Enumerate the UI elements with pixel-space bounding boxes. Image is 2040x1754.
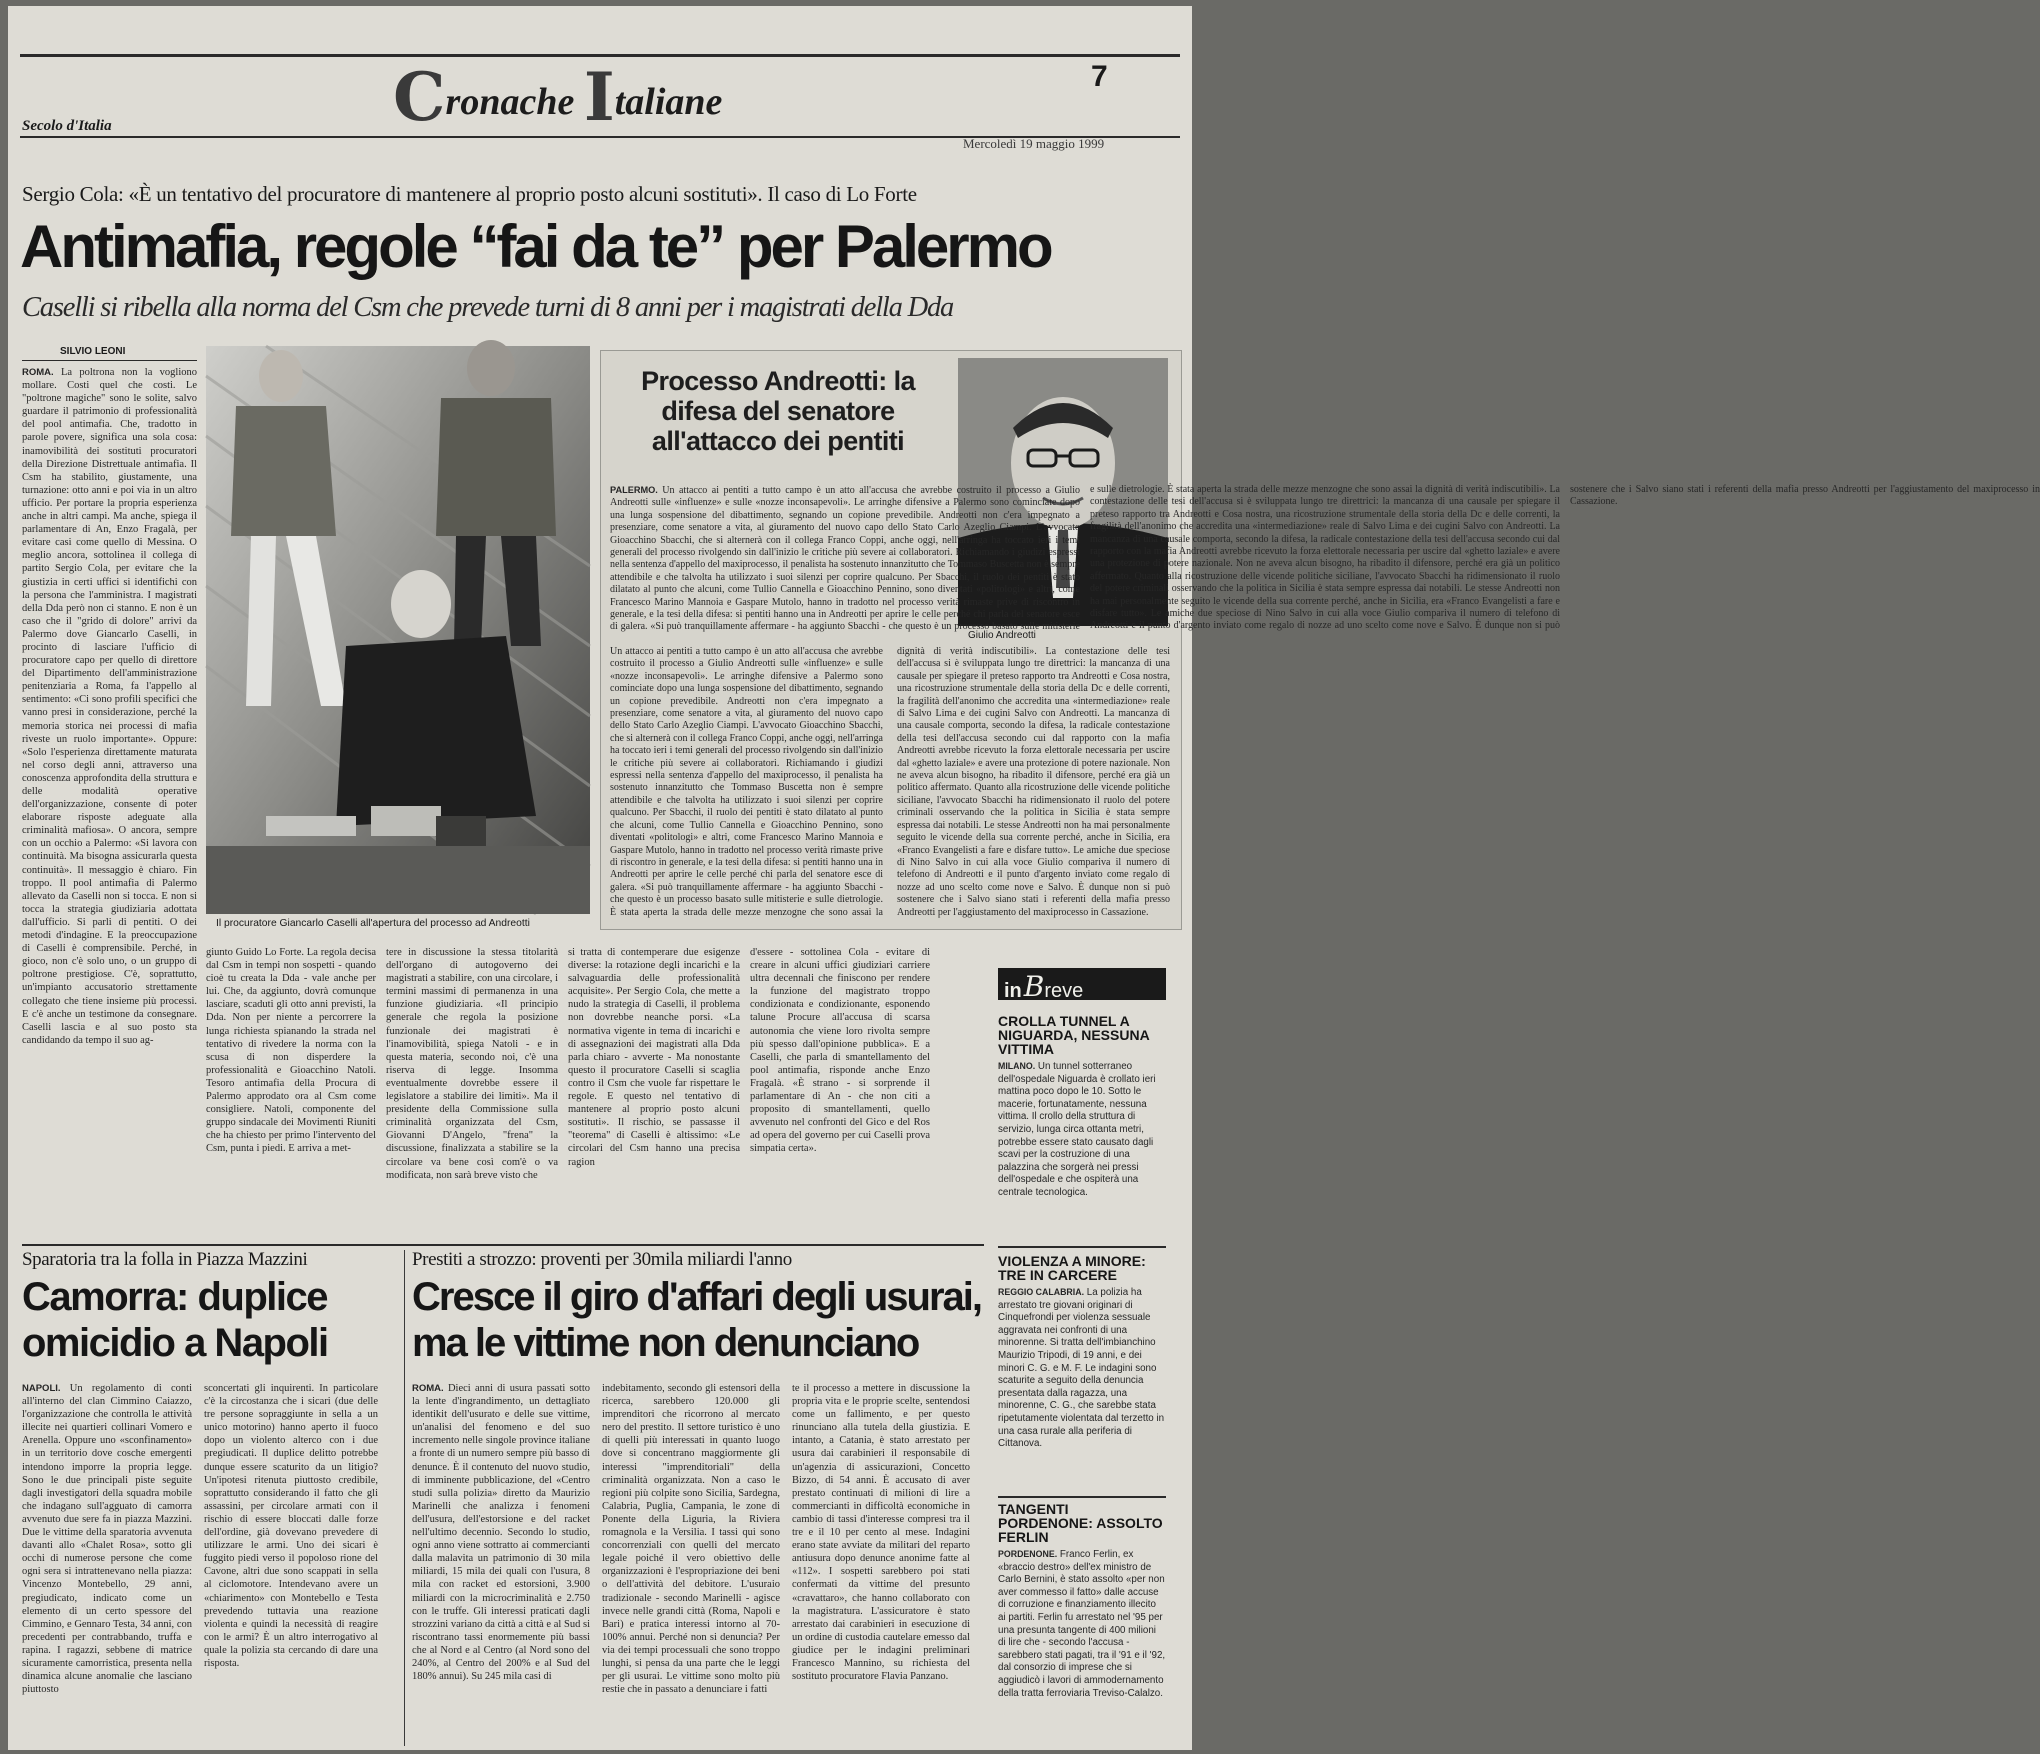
caselli-photo-caption: Il procuratore Giancarlo Caselli all'apertura del processo ad Andreotti (216, 918, 530, 929)
camorra-column-1-text: Un regolamento di conti all'interno del clan Cimmino Caiazzo, l'organizzazione che controlla le attività illecite nei quartieri collinari Vomero e Arenella. Oppure uno «sconfinamento» in un territorio dove cosche emergenti intendono imporre la propria legge. Sono le due principali piste seguite dagli investigatori della squadra mobile che indagano sull'agguato di camorra avvenuto due sere fa in piazza Mazzini. Due le vittime della sparatoria avvenuta davanti allo «Chalet Rosa», sotto gli occhi di numerose persone che come ogni sera si intrattenevano nella piazza: Vincenzo Montebello, 29 anni, pregiudicato, indicato come un elemento di un certo spessore del Cimmino, e Gennaro Testa, 34 anni, con precedenti per contrabbando, truffa e rapina. I ragazzi, sebbene di matrice sicuramente camorristica, presenta nella dinamica alcune anomalie che lasciano piuttosto (22, 1383, 192, 1696)
caselli-photo-image (206, 346, 590, 914)
camorra-kicker: Sparatoria tra la folla in Piazza Mazzini (22, 1249, 308, 1270)
brief-divider-1 (998, 1246, 1166, 1248)
usurai-kicker: Prestiti a strozzo: proventi per 30mila miliardi l'anno (412, 1249, 792, 1270)
section-title-part1: ronache (445, 81, 584, 123)
brief-tunnel-dateline: MILANO. (998, 1061, 1036, 1071)
lead-column-5 (750, 946, 930, 1238)
usurai-dateline: ROMA. (412, 1383, 444, 1394)
brief-tangenti (998, 1502, 1166, 1750)
brief-tunnel-title: CROLLA TUNNEL A NIGUARDA, NESSUNA VITTIMA (998, 1013, 1150, 1057)
camorra-column-2 (204, 1382, 378, 1746)
brief-violenza-dateline: REGGIO CALABRIA. (998, 1287, 1085, 1297)
page-number: 7 (1091, 60, 1108, 93)
lead-headline: Antimafia, regole “fai da te” per Palermo (20, 213, 1051, 280)
andreotti-text: Un attacco ai pentiti a tutto campo è un atto all'accusa che avrebbe costruito il processo a Giulio Andreotti sulle «influenze» e sulle «nozze inconsapevoli». Le arringhe difensive a Palermo sono cominciate dopo una lunga sospensione del dibattimento, segnando un copione prevedibile. Andreotti non c'era impegnato a presenziare, come senatore a vita, al giuramento del nuovo capo dello Stato Carlo Azeglio Ciampi. L'avvocato Gioacchino Sbacchi, che si alternerà con il collega Franco Coppi, anche oggi, nell'arringa ha toccato ieri i temi generali del processo rivolgendo sin dall'inizio le critiche più severe ai collaboratori. Richiamando i giudizi espressi nella sentenza d'appello del maxiprocesso, il penalista ha sostenuto innanzitutto che Tommaso Buscetta non è sempre attendibile e che talvolta ha utilizzato i suoi silenzi per coprire qualcuno. Per Sbacchi, il ruolo dei pentiti è stato dilatato al punto che alcuni, come Tullio Cannella e Gioacchino Pennino, sono diventati «politologi» e altri, come Francesco Marino Mannoia e Gaspare Mutolo, hanno in tradotto nel processo verità rimaste prive di riscontro in generale, e la tesi della difesa: si pentiti hanno una in Andreotti per aprire le celle perché chi parla del senatore esce di galera. «Si può tranquillamente affermare - ha aggiunto Sbacchi - che questo è un processo basato sulle mitisterie e sulle dietrologie. È stata aperta la strada delle mezze menzogne che sono assai la dignità di verità indiscutibili». La contestazione delle tesi dell'accusa si è sviluppata lungo tre direttrici: la mancanza di una causale per spiegare il preteso rapporto tra Andreotti e Cosa nostra, una ricostruzione strumentale della storia della Dc e delle correnti, la fragilità dell'anonimo che accredita una «intermediazione» reale di Salvo Lima e dei cugini Salvo con Andreotti. La mancanza di una causale comporta, secondo la difesa, la radicale contestazione della tesi dell'accusa secondo cui dal rapporto con la mafia Andreotti avrebbe ricevuto la forza elettorale necessaria per uscire dal «ghetto laziale» e avere una protezione di potere nazionale. Non ne aveva alcun bisogno, ha ribadito il difensore, perché era già un politico affermato. Quanto alla ricostruzione delle vicende politiche siciliane, l'avvocato Sbacchi ha ridimensionato il ruolo del potere criminali osservando che la politica in Sicilia è stata sempre espressa dai notabili. Le stesse Andreotti non ha mai personalmente seguito le vicende della sua corrente perché, anche in Sicilia, era «Franco Evangelisti a fare e disfare tutto». Le amiche due speciose di Nino Salvo in cui alla voce Giulio compariva il numero di telefono di Andreotti e il punto d'argento inviato come regalo di nozze ad uno scelto come nove e Salvo. È dunque non si può sostenere che i Salvo siano stati i referenti della mafia presso Andreotti per l'aggiustamento del maxiprocesso in Cassazione. (610, 484, 2040, 633)
lead-column-4-text: si tratta di contemperare due esigenze diverse: la rotazione degli incarichi e la salvaguardia delle professionalità acquisite». Per Sergio Cola, che mette a nudo la strategia di Caselli, il problema non dovrebbe neanche porsi. «La normativa vigente in tema di incarichi e di assegnazioni dei magistrati alla Dda parla chiaro - avverte - Ma nonostante questo il procuratore Caselli si scaglia contro il Csm che vuole far rispettare le regole. E questo nel tentativo di mantenere al proprio posto alcuni sostituti». Il rischio, se passasse il "teorema" di Caselli è altissimo: «Le circolari del Csm hanno una precisa ragion (568, 947, 740, 1168)
lead-column-5-text: d'essere - sottolinea Cola - evitare di creare in alcuni uffici giudiziari carriere ultra decennali che finiscono per rendere la funzione del magistrato troppo condizionata e condizionante, esponendo talune Procure all'accusa di scarsa autonomia che viene loro rivolta sempre più spesso dall'opinione pubblica». E a Caselli, che parla di smantellamento del pool antimafia, risponde anche Enzo Fragalà. «È strano - si sorprende il parlamentare di An - che non citi a proposito di smantellamenti, quello avvenuto nel confronti del Gico e del Ros ad opera del governo per cui Caselli prova simpatia certa». (750, 947, 930, 1155)
newspaper-name: Secolo d'Italia (22, 118, 112, 134)
issue-date: Mercoledì 19 maggio 1999 (963, 136, 1105, 151)
section-title-part2: taliane (614, 81, 723, 123)
lead-column-1 (22, 366, 198, 1046)
lead-dateline: ROMA. (22, 367, 54, 378)
brief-tangenti-dateline: PORDENONE. (998, 1549, 1058, 1559)
usurai-column-3 (792, 1382, 970, 1746)
camorra-dateline: NAPOLI. (22, 1383, 61, 1394)
in-breve-header (998, 968, 1166, 1003)
column-divider (404, 1250, 405, 1746)
lead-subhead: Caselli si ribella alla norma del Csm che prevede turni di 8 anni per i magistrati della Dda (22, 292, 954, 323)
brief-violenza (998, 1254, 1166, 1494)
andreotti-headline: Processo Andreotti: la difesa del senatore all'attacco dei pentiti (641, 366, 915, 456)
brief-divider-2 (998, 1496, 1166, 1498)
lead-column-2 (206, 946, 376, 1238)
lead-column-1-text: La poltrona non la vogliono mollare. Costi quel che costi. Le "poltrone magiche" sono le solite, salvo guardare il patrimonio di professionalità del pool antimafia. Che, tradotto in parole povere, significa una sola cosa: inamovibilità dei sostituti procuratori della Direzione Distrettuale antimafia. Il Csm ha stabilito, giustamente, una turnazione: otto anni e poi via in un altro ufficio. Per portare la propria esperienza anche in altri campi. Ma anche, spiega il parlamentare di An, Enzo Fragalà, per evitare casi come quello di Messina. O meglio ancora, sottolinea il collega di partito Sergio Cola, per evitare che la giustizia in certi uffici si identifichi con la persona che l'amministra. I magistrati della Dda però non ci stanno. E non è un caso che il "grido di dolore" arrivi da Palermo dove Giancarlo Caselli, in procinto di lasciare l'ufficio di procuratore capo per quello di direttore del Dipartimento dell'amministrazione penitenziaria a Roma, fa l'appello al sentimento: «Ci sono profili specifici che vanno presi in considerazione, perché la memoria storica nei processi di mafia riveste un ruolo importante». Oppure: «Solo l'esperienza direttamente maturata nel corso degli anni, attraverso una conoscenza approfondita della struttura e delle modalità operative dell'organizzazione, consente di poter elaborare risposte adeguate alla criminalità mafiosa». O ancora, sempre con un occhio a Palermo: «Si lavora con continuità. Ma bisogna assicurarla questa continuità». Il messaggio è chiaro. Fin troppo. Il pool antimafia di Palermo allevato da Caselli non si tocca. E non si tocca la strategia giudiziaria adottata dall'ufficio. Si parli di pentiti. O dei metodi d'indagine. E la preoccupazione di Caselli è comprensibile. Perché, in gioco, non c'è solo uno, o un gruppo di poltrone prestigiose. C'è, soprattutto, un'impianto accusatorio strettamente collegato che tiene insieme più processi. E c'è anche un testimone da consegnare. Caselli lascia e al suo posto sta candidando da tempo il suo ag- (22, 367, 198, 1046)
camorra-column-1 (22, 1382, 192, 1746)
usurai-headline: Cresce il giro d'affari degli usurai, ma le vittime non denunciano (412, 1275, 982, 1365)
usurai-column-1 (412, 1382, 590, 1746)
byline-rule (22, 360, 197, 361)
brief-tangenti-text: Franco Ferlin, ex «braccio destro» dell'ex ministro de Carlo Bernini, è stato assolto «per non aver commesso il fatto» dalle accuse di corruzione e finanziamento illecito ai partiti. Ferlin fu arrestato nel '95 per una presunta tangente di 400 milioni di lire che - secondo l'accusa - sarebbero stati pagati, tra il '91 e il '92, dal consorzio di imprese che si aggiudicò i lavori di ammodernamento della tratta ferroviaria Treviso-Calalzo. (998, 1549, 1166, 1699)
usurai-column-2 (602, 1382, 780, 1746)
andreotti-text-continued: Un attacco ai pentiti a tutto campo è un atto all'accusa che avrebbe costruito il processo a Giulio Andreotti sulle «influenze» e sulle «nozze inconsapevoli». Le arringhe difensive a Palermo sono cominciate dopo una lunga sospensione del dibattimento, segnando un copione prevedibile. Andreotti non c'era impegnato a presenziare, come senatore a vita, al giuramento del nuovo capo dello Stato Carlo Azeglio Ciampi. L'avvocato Gioacchino Sbacchi, che si alternerà con il collega Franco Coppi, anche oggi, nell'arringa ha toccato ieri i temi generali del processo rivolgendo sin dall'inizio le critiche più severe ai collaboratori. Richiamando i giudizi espressi nella sentenza d'appello del maxiprocesso, il penalista ha sostenuto innanzitutto che Tommaso Buscetta non è sempre attendibile e che talvolta ha utilizzato i suoi silenzi per coprire qualcuno. Per Sbacchi, il ruolo dei pentiti è stato dilatato al punto che alcuni, come Tullio Cannella e Gioacchino Pennino, sono diventati «politologi» e altri, come Francesco Marino Mannoia e Gaspare Mutolo, hanno in tradotto nel processo verità rimaste prive di riscontro in generale, e la tesi della difesa: si pentiti hanno una in Andreotti per aprire le celle perché chi parla del senatore esce di galera. «Si può tranquillamente affermare - ha aggiunto Sbacchi - che questo è un processo basato sulle mitisterie e sulle dietrologie. È stata aperta la strada delle mezze menzogne che sono assai la dignità di verità indiscutibili». La contestazione delle tesi dell'accusa si è sviluppata lungo tre direttrici: la mancanza di una causale per spiegare il preteso rapporto tra Andreotti e Cosa nostra, una ricostruzione strumentale della storia della Dc e delle correnti, la fragilità dell'anonimo che accredita una «intermediazione» reale di Salvo Lima e dei cugini Salvo con Andreotti. La mancanza di una causale comporta, secondo la difesa, la radicale contestazione della tesi dell'accusa secondo cui dal rapporto con la mafia Andreotti avrebbe ricevuto la forza elettorale necessaria per uscire dal «ghetto laziale» e avere una protezione di potere nazionale. Non ne aveva alcun bisogno, ha ribadito il difensore, perché era già un politico affermato. Quanto alla ricostruzione delle vicende politiche siciliane, l'avvocato Sbacchi ha ridimensionato il ruolo del potere criminali osservando che la politica in Sicilia è stata sempre espressa dai notabili. Le stesse Andreotti non ha mai personalmente seguito le vicende della sua corrente perché, anche in Sicilia, era «Franco Evangelisti a fare e disfare tutto». Le amiche due speciose di Nino Salvo in cui alla voce Giulio compariva il numero di telefono di Andreotti e il punto d'argento inviato come regalo di nozze ad uno scelto come nove e Salvo. È dunque non si può sostenere che i Salvo siano stati i referenti della mafia presso Andreotti per l'aggiustamento del maxiprocesso in Cassazione. (610, 646, 1170, 918)
section-title-initial-i: I (583, 58, 615, 136)
andreotti-photo-caption: Giulio Andreotti (968, 630, 1036, 641)
in-breve-label-rest: reve (1044, 980, 1084, 1002)
brief-tunnel-text: Un tunnel sotterraneo dell'ospedale Niguarda è crollato ieri mattina poco dopo le 10. Sotto le macerie, fortunatamente, nessuna vittima. Il crollo della struttura di servizio, lunga circa ottanta metri, potrebbe essere stato causato dagli scavi per la costruzione di una palazzina che sorgerà nei pressi dell'ospedale e che ospiterà una centrale tecnologica. (998, 1061, 1156, 1198)
lead-kicker: Sergio Cola: «È un tentativo del procuratore di mantenere al proprio posto alcuni sostituti». Il caso di Lo Forte (22, 182, 917, 206)
brief-tangenti-title: TANGENTI PORDENONE: ASSOLTO FERLIN (998, 1501, 1163, 1545)
usurai-column-1-text: Dieci anni di usura passati sotto la lente d'ingrandimento, un dettagliato identikit dell'usurato e delle sue vittime, un'analisi del fenomeno e del suo incremento nelle singole province italiane a fronte di un numero sempre più basso di denunce. È il contenuto del nuovo studio, di imminente pubblicazione, del «Centro studi sulla polizia» diretto da Maurizio Marinelli che analizza i fenomeni dell'usura, dell'estorsione e del racket nell'ultimo decennio. Secondo lo studio, ogni anno viene sottratto ai commercianti dalla malavita un patrimonio di 30 mila miliardi, 15 mila dei quali con l'usura, 8 mila con racket ed estorsioni, 3.900 miliardi con la microcriminalità e 2.750 con le truffe. Gli interessi praticati dagli strozzini variano da città a città e al Sud si riscontrano tassi enormemente più bassi che al Nord e al Centro (al Nord sono del 240%, al Centro del 200% e al Sud del 180% annui). Su 245 mila casi di (412, 1383, 590, 1683)
newspaper-page (8, 6, 2040, 1750)
brief-violenza-text: La polizia ha arrestato tre giovani originari di Cinquefrondi per violenza sessuale aggravata nei confronti di una minorenne. Si tratta dell'imbianchino Maurizio Tripodi, di 19 anni, e dei minori C. G. e M. F. Le indagini sono scaturite a seguito della denuncia presentata dalla ragazza, una minorenne, C. G., che sarebbe stata ripetutamente violentata dal terzetto in una casa rurale alla periferia di Cittanova. (998, 1287, 1165, 1450)
lead-column-4 (568, 946, 740, 1238)
lead-column-3 (386, 946, 558, 1238)
usurai-column-3-text: te il processo a mettere in discussione la propria vita e le proprie scelte, sentendosi come un fallimento, e per questo rinunciano alla tutela della giustizia. E intanto, a Catania, è stato arrestato per usura dai carabinieri il responsabile di un'agenzia di assicurazioni, Concetto Bizzo, di 54 anni. È accusato di aver prestato continuati di milioni di lire a commercianti in difficoltà economiche in cambio di tassi d'interesse compresi tra il tre e il 10 per cento al mese. Indagini erano state avviate da militari del reparto antiusura dopo denunce anonime fatte al «112». I sospetti sarebbero poi stati confermati da vittime del presunto «cravattaro», che hanno collaborato con la magistratura. L'assicuratore è stato arrestato dai carabinieri in esecuzione di un ordine di custodia cautelare emesso dal giudice per le indagini preliminari Francesco Mannino, su richiesta del sostituto procuratore Flavia Panzano. (792, 1383, 970, 1683)
usurai-column-2-text: indebitamento, secondo gli estensori della ricerca, sarebbero 120.000 gli imprenditori che ricorrono al mercato nero del prestito. Il settore turistico è uno di quelli più interessati in quanto luogo dove si concentrano maggiormente gli interessi "imprenditoriali" della criminalità organizzata. Non a caso le regioni più colpite sono Sicilia, Sardegna, Calabria, Puglia, Campania, le zone di Ponente della Liguria, la Riviera romagnola e la Versilia. I tassi qui sono concorrenziali con quelli del mercato legale poiché il vero obiettivo delle organizzazioni è l'espropriazione dei beni o dell'attività del debitore. L'usuraio tradizionale - secondo Marinelli - agisce invece nelle grandi città (Roma, Napoli e Bari) e pratica interessi intorno al 70-100% annui. Perché non si denuncia? Per via dei tempi processuali che sono troppo lunghi, si pensa da una parte che le leggi per gli usurai. Le vittime sono molto più restie che in passato a denunciare i fatti (602, 1383, 780, 1696)
lead-byline: SILVIO LEONI (60, 346, 126, 357)
camorra-headline: Camorra: duplice omicidio a Napoli (22, 1275, 328, 1365)
in-breve-label-b: B (1023, 970, 1045, 1003)
brief-tunnel (998, 1014, 1166, 1244)
andreotti-text-top (610, 484, 2040, 644)
lead-column-2-text: giunto Guido Lo Forte. La regola decisa dal Csm in tempi non sospetti - quando cioè tu creata la Dda - vale anche per lui. Che, da aggiunto, dovrà comunque lasciare, scaduti gli otto anni previsti, la Dda. Non per niente a percorrere la lunga richiesta spianando la strada nel tentativo di rivedere la norma con la scusa di non disperdere la professionalità e Gioacchino Natoli. Tesoro antimafia della Procura di Palermo approdato ora al Csm come consigliere. Natoli, componente del gruppo sindacale dei Movimenti Riuniti che ha chiesto per primo l'intervento del Csm, punta i piedi. E arriva a met- (206, 947, 376, 1155)
andreotti-dateline: PALERMO. (610, 485, 658, 495)
in-breve-label-in: in (1004, 980, 1022, 1002)
caselli-photo (206, 346, 590, 914)
brief-violenza-title: VIOLENZA A MINORE: TRE IN CARCERE (998, 1253, 1146, 1283)
section-title (393, 52, 813, 136)
bottom-section-rule (22, 1244, 984, 1246)
lead-column-3-text: tere in discussione la stessa titolarità dell'organo di autogoverno dei magistrati a stabilire, con una circolare, i termini massimi di permanenza in una funzione giudiziaria. «Il principio generale che regola la posizione funzionale dei magistrati è l'inamovibilità, spiega Natoli - e in questa materia, secondo noi, c'è una riserva di legge. Insomma eventualmente dovrebbe essere il legislatore a stabilire dei limiti». Ma il presidente della Commissione sulla criminalità organizzata del Csm, Giovanni D'Angelo, "frena" la discussione, finalizzata a stabilire se la circolare va bene così com'è o va modificata, non sarà breve visto che (386, 947, 558, 1181)
camorra-column-2-text: sconcertati gli inquirenti. In particolare c'è la circostanza che i sicari (due delle tre persone sopraggiunte in sella a un unico motorino) hanno aperto il fuoco dopo un violento alterco con i due pregiudicati. Il duplice delitto potrebbe dunque essere scaturito da un litigio? Un'ipotesi ritenuta piuttosto credibile, soprattutto considerando il fatto che gli assassini, per circolare armati con il rischio di essere bloccati dalle forze dell'ordine, già dovevano prevedere di utilizzare le armi. Uno dei sicari è fuggito piedi verso il popoloso rione del Cavone, altri due sono scappati in sella al ciclomotore. Intendevano avere un «chiarimento» con Montebello e Testa prevedendo tuttavia una reazione violenta e quindi la necessità di reagire con le armi? È un altro interrogativo al quale la polizia sta cercando di dare una risposta. (204, 1383, 378, 1669)
andreotti-text-body (610, 646, 1170, 920)
section-title-initial-c: C (393, 58, 446, 136)
